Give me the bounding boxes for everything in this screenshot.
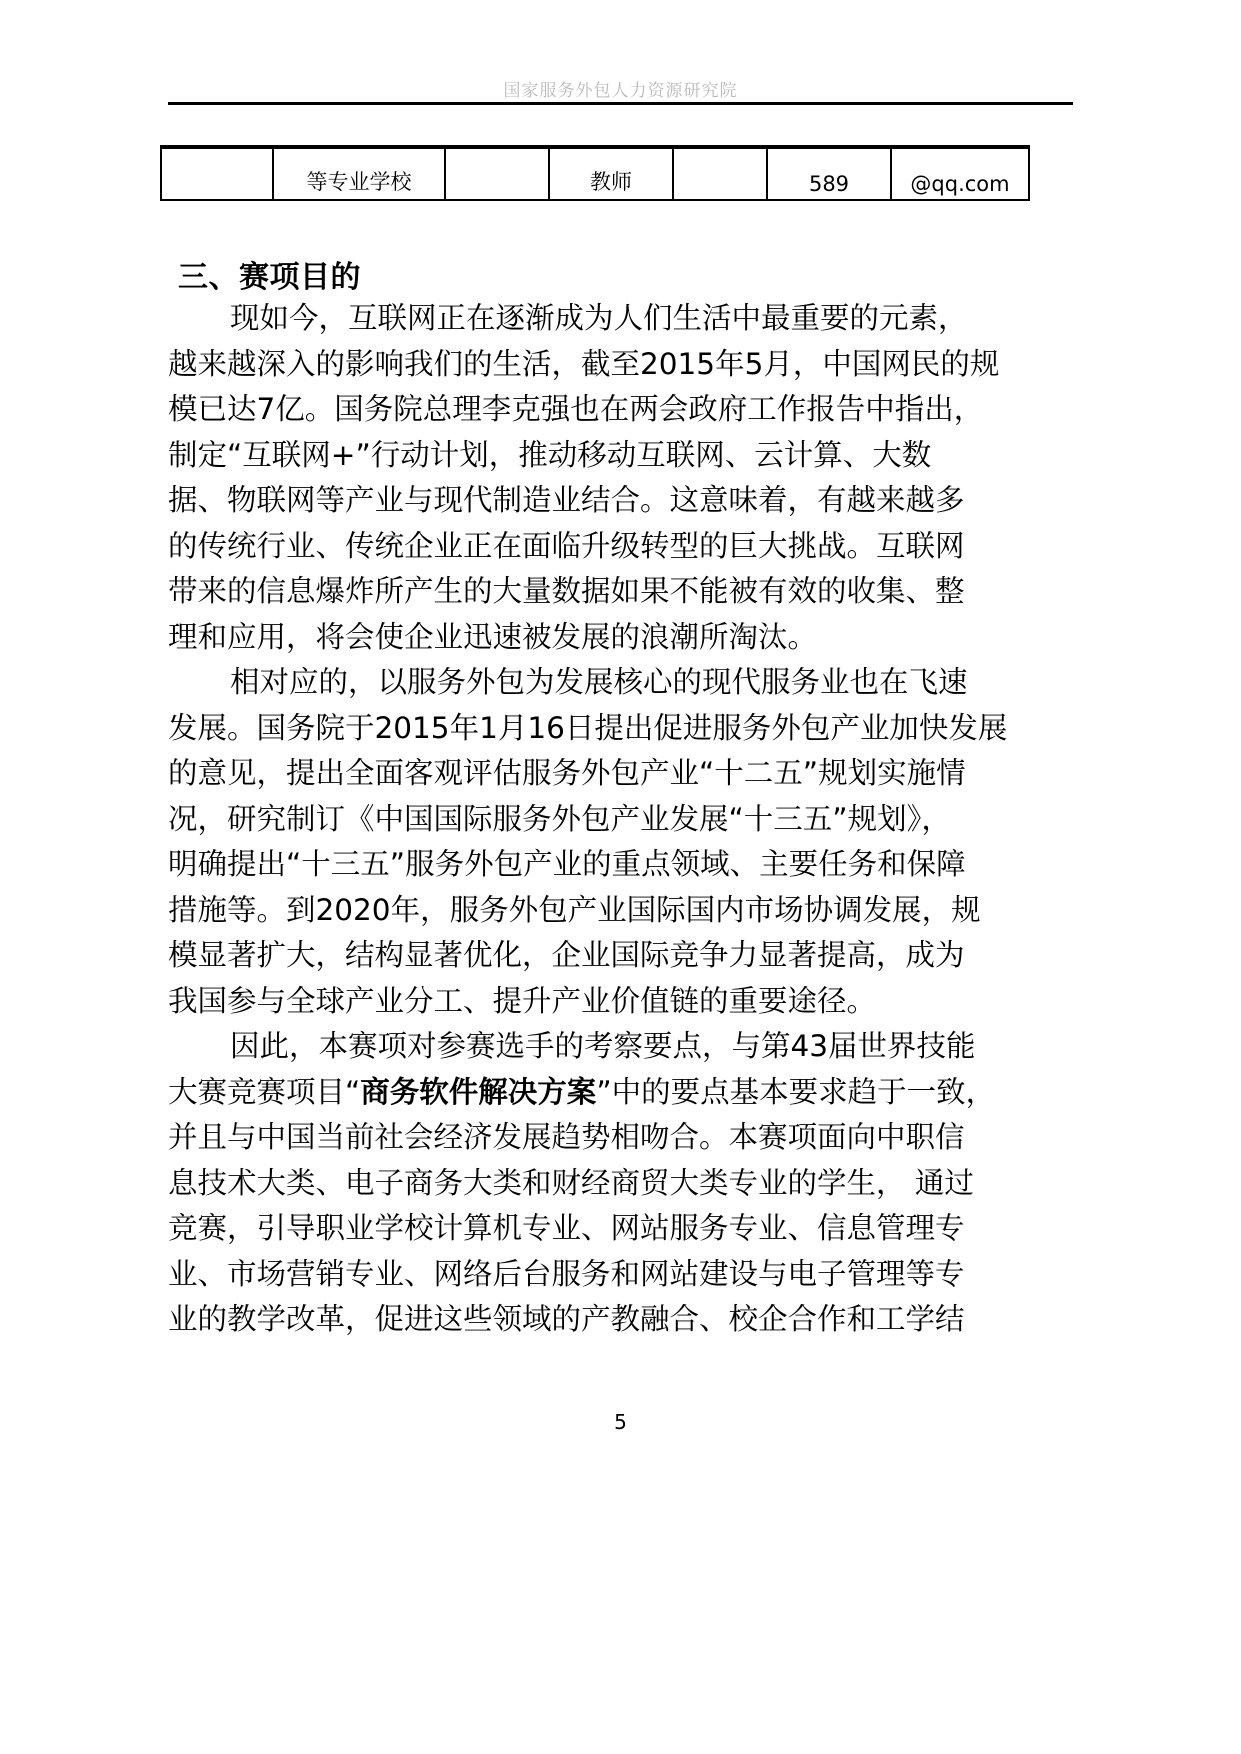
section-heading: 三、赛项目的 — [178, 260, 361, 295]
paragraph-line: 因此，本赛项对参赛选手的考察要点，与第43届世界技能 — [230, 1029, 976, 1063]
paragraph-line: 模已达7亿。国务院总理李克强也在两会政府工作报告中指出， — [168, 392, 984, 426]
paragraph-line-with-emphasis — [168, 1070, 996, 1116]
paragraph-line: 息技术大类、电子商务大类和财经商贸大类专业的学生， 通过 — [168, 1165, 974, 1200]
table-row — [161, 147, 1029, 200]
paragraph-2 — [168, 660, 1008, 1024]
paragraph-line: 况，研究制订《中国国际服务外包产业发展“十三五”规划》， — [168, 801, 951, 836]
text-run-after-emphasis: ”中的要点基本要求趋于一致， — [596, 1074, 996, 1109]
paragraph-3 — [168, 1024, 996, 1343]
paragraph-line: 带来的信息爆炸所产生的大量数据如果不能被有效的收集、整 — [168, 574, 965, 608]
paragraph-line: 措施等。到2020年，服务外包产业国际国内市场协调发展，规 — [168, 892, 981, 927]
paragraph-line: 模显著扩大，结构显著优化，企业国际竞争力显著提高，成为 — [168, 938, 965, 972]
paragraph-line: 并且与中国当前社会经济发展趋势相吻合。本赛项面向中职信 — [168, 1120, 965, 1154]
table-cell-blank — [673, 147, 767, 200]
paragraph-line: 相对应的，以服务外包为发展核心的现代服务业也在飞速 — [230, 665, 968, 699]
paragraph-line: 我国参与全球产业分工、提升产业价值链的重要途径。 — [168, 983, 877, 1018]
table-cell-index — [161, 147, 273, 200]
header-divider-rule — [168, 102, 1073, 105]
table-cell-name — [445, 147, 549, 200]
paragraph-line: 发展。国务院于2015年1月16日提出促进服务外包产业加快发展 — [168, 710, 1008, 745]
page-footer — [0, 1410, 1241, 1434]
text-run-before-emphasis: 大赛竞赛项目“ — [168, 1074, 361, 1109]
table-cell-role: 教师 — [549, 147, 673, 200]
table-cell-email: @qq.com — [891, 147, 1029, 200]
paragraph-line: 业、市场营销专业、网络后台服务和网站建设与电子管理等专 — [168, 1256, 965, 1291]
emphasized-project-name: 商务软件解决方案 — [360, 1074, 597, 1109]
body-content — [168, 296, 1008, 1343]
paragraph-line: 业的教学改革，促进这些领域的产教融合、校企合作和工学结 — [168, 1302, 965, 1336]
participant-table — [160, 145, 1030, 201]
paragraph-line: 竞赛，引导职业学校计算机专业、网站服务专业、信息管理专 — [168, 1211, 965, 1245]
table-fragment — [160, 145, 1010, 201]
paragraph-1 — [168, 296, 1000, 660]
paragraph-line: 的传统行业、传统企业正在面临升级转型的巨大挑战。互联网 — [168, 528, 965, 563]
paragraph-line: 据、物联网等产业与现代制造业结合。这意味着，有越来越多 — [168, 483, 965, 517]
paragraph-line: 越来越深入的影响我们的生活，截至2015年5月，中国网民的规 — [168, 346, 1000, 381]
header-title: 国家服务外包人力资源研究院 — [503, 81, 738, 101]
paragraph-line: 明确提出“十三五”服务外包产业的重点领域、主要任务和保障 — [168, 847, 966, 881]
table-cell-school: 等专业学校 — [273, 147, 445, 200]
paragraph-line: 的意见，提出全面客观评估服务外包产业“十二五”规划实施情 — [168, 756, 966, 790]
paragraph-line: 制定“互联网+”行动计划，推动移动互联网、云计算、大数 — [168, 437, 932, 472]
page-number: 5 — [614, 1410, 627, 1434]
paragraph-line: 理和应用，将会使企业迅速被发展的浪潮所淘汰。 — [168, 619, 818, 654]
table-cell-number: 589 — [767, 147, 891, 200]
page-header — [168, 76, 1073, 101]
paragraph-line: 现如今，互联网正在逐渐成为人们生活中最重要的元素， — [230, 301, 968, 335]
